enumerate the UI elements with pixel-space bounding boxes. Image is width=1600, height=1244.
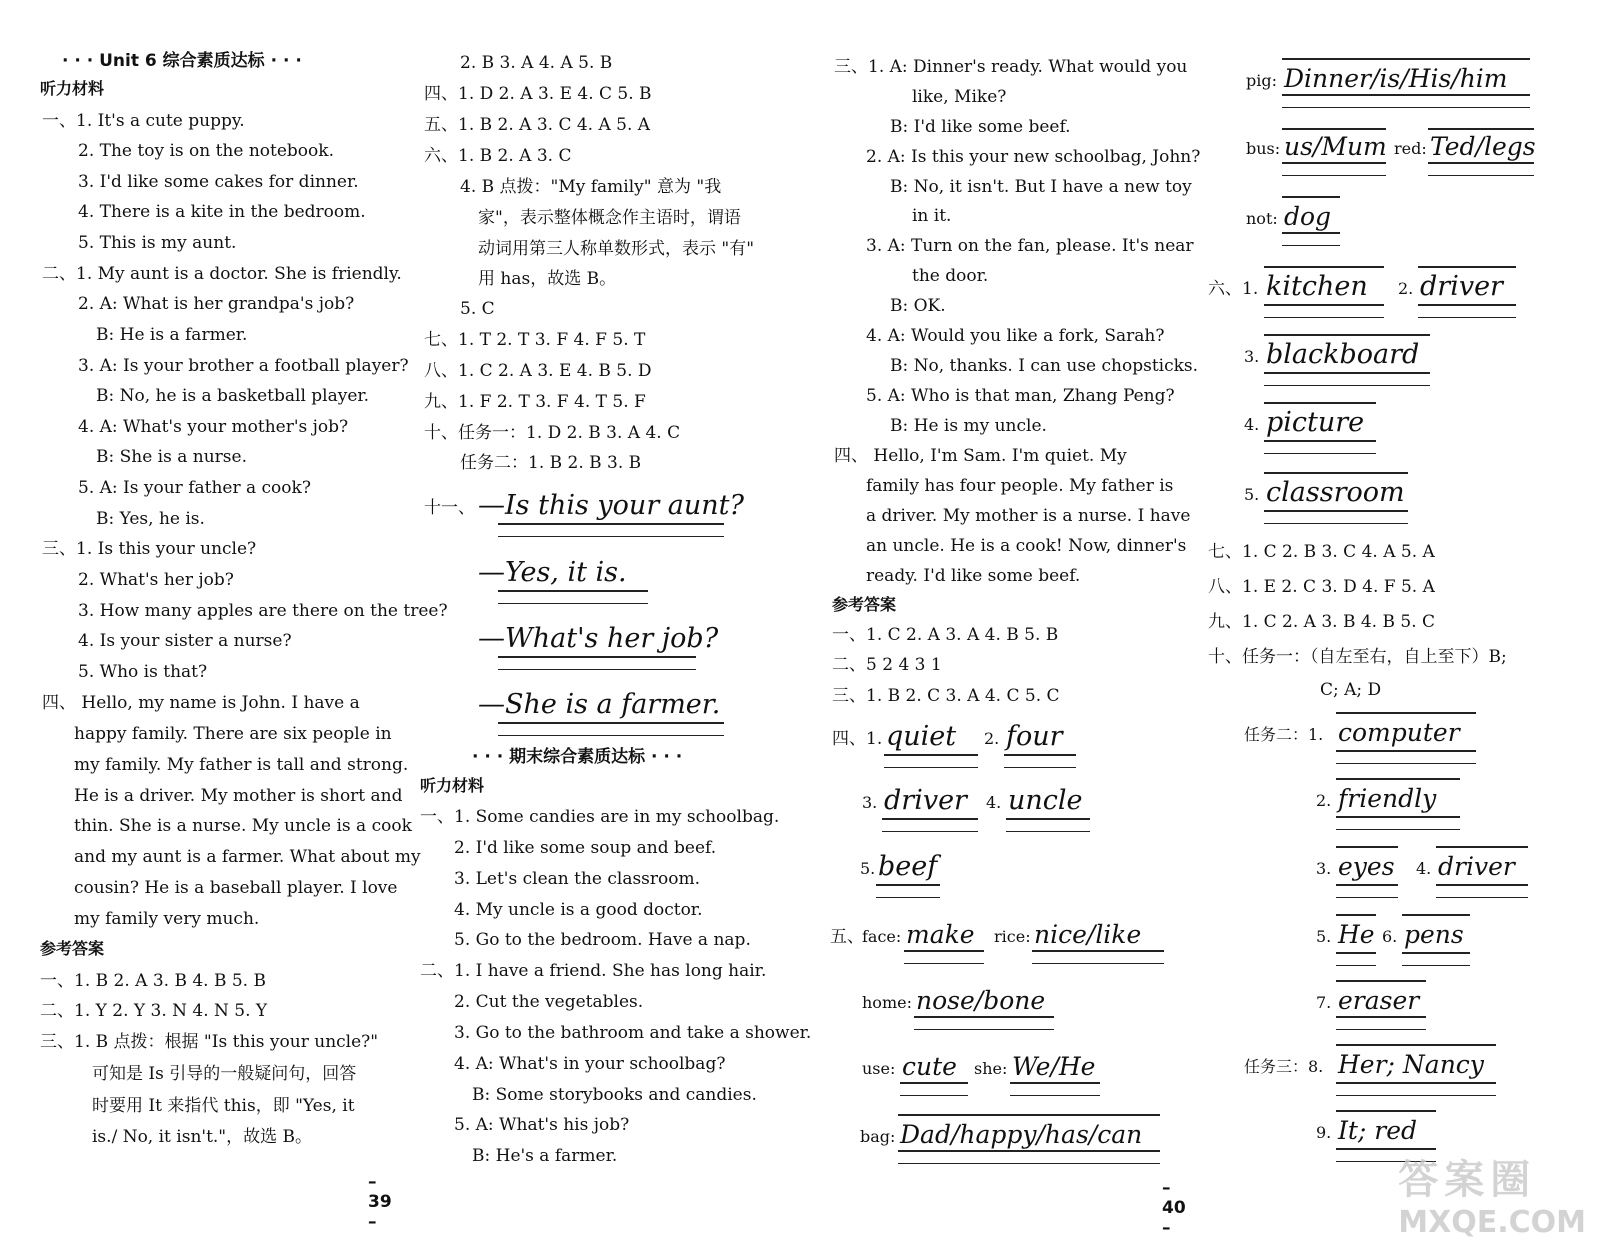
watermark-url: MXQE.COM (1398, 1205, 1586, 1240)
handwritten-answer: driver (1438, 852, 1515, 881)
answer-rule (1336, 778, 1460, 780)
handwritten-answer: It; red (1338, 1116, 1418, 1145)
answer-line: 家"，表示整体概念作主语时，谓语 (478, 208, 741, 228)
handwritten-answer: Ted/legs (1430, 132, 1536, 161)
answers-heading: 参考答案 (40, 939, 105, 958)
handwritten-answer: —Yes, it is. (478, 557, 627, 588)
text-line: an uncle. He is a cook! Now, dinner's (866, 536, 1187, 556)
text-line: 3. Go to the bathroom and take a shower. (454, 1023, 812, 1043)
handwritten-answer: pens (1404, 920, 1464, 949)
text-line: B: He is my uncle. (890, 416, 1047, 436)
answer-rule (498, 735, 724, 736)
text-line: 4. A: What's your mother's job? (78, 417, 349, 437)
text-line: ready. I'd like some beef. (866, 566, 1081, 586)
text-line: 2. I'd like some soup and beef. (454, 838, 717, 858)
text-line: B: I'd like some beef. (890, 117, 1071, 137)
answer-rule (898, 1114, 1160, 1116)
text-line: 2. A: Is this your new schoolbag, John? (866, 147, 1201, 167)
answer-line: C; A; D (1320, 680, 1382, 700)
answer-rule (1282, 175, 1386, 176)
answer-rule (1336, 1029, 1426, 1030)
answer-line: 二、5 2 4 3 1 (832, 655, 942, 675)
item-11-label: 十一、 (424, 498, 475, 518)
answer-rule (1418, 304, 1516, 306)
answer-rule (884, 767, 978, 768)
answer-rule (1264, 304, 1384, 306)
answer-rule (882, 818, 978, 820)
text-line: and my aunt is a farmer. What about my (74, 847, 421, 867)
q5-label: 五、 (830, 927, 864, 947)
listening-heading: 听力材料 (420, 776, 485, 795)
item-number: 5. (860, 859, 876, 878)
answer-rule (498, 603, 648, 604)
text-line: B: Yes, he is. (96, 509, 205, 529)
answer-rule (1336, 1082, 1496, 1084)
text-line: 2. The toy is on the notebook. (78, 141, 334, 161)
answer-rule (904, 950, 984, 952)
text-line: 二、1. My aunt is a doctor. She is friendly. (42, 264, 402, 284)
answer-rule (1032, 950, 1164, 952)
item-number: 2. (984, 729, 1000, 748)
answer-rule (1428, 175, 1534, 176)
answer-line: 六、1. B 2. A 3. C (424, 146, 572, 166)
answer-line: 一、1. B 2. A 3. B 4. B 5. B (40, 971, 266, 991)
answer-rule (1264, 266, 1384, 268)
text-line: 四、 Hello, I'm Sam. I'm quiet. My (834, 446, 1127, 466)
handwritten-answer: computer (1338, 718, 1460, 747)
answer-rule (1336, 829, 1460, 830)
answer-rule (1282, 58, 1530, 60)
answer-rule (1436, 846, 1528, 848)
item-number: 3. (1316, 859, 1332, 878)
handwritten-answer: uncle (1008, 785, 1083, 816)
answer-rule (914, 1016, 1054, 1018)
handwritten-answer: four (1006, 721, 1063, 752)
word-label: rice: (994, 927, 1031, 946)
text-line: 5. A: Who is that man, Zhang Peng? (866, 386, 1175, 406)
answer-rule (1010, 1095, 1100, 1096)
handwritten-answer: eraser (1338, 986, 1420, 1015)
word-label: use: (862, 1059, 896, 1078)
answer-rule (898, 1163, 1160, 1164)
text-line: 一、1. It's a cute puppy. (42, 111, 245, 131)
answer-rule (1004, 754, 1076, 756)
handwritten-answer: We/He (1012, 1052, 1096, 1081)
answer-rule (904, 963, 984, 964)
answer-rule (1264, 453, 1376, 454)
handwritten-answer: driver (1420, 271, 1503, 302)
listening-heading: 听力材料 (40, 79, 105, 98)
answer-line: 用 has，故选 B。 (478, 269, 617, 289)
handwritten-answer: beef (878, 851, 938, 882)
answer-rule (1282, 107, 1530, 108)
text-line: He is a driver. My mother is short and (74, 786, 403, 806)
text-line: 3. A: Is your brother a football player? (78, 356, 409, 376)
text-line: a driver. My mother is a nurse. I have (866, 506, 1191, 526)
answer-rule (1264, 402, 1376, 404)
answer-rule (1004, 767, 1076, 768)
answer-line: is./ No, it isn't."，故选 B。 (92, 1127, 313, 1147)
text-line: the door. (912, 266, 989, 286)
answer-rule (1336, 846, 1398, 848)
answer-line: 五、1. B 2. A 3. C 4. A 5. A (424, 115, 651, 135)
answer-rule (1436, 897, 1528, 898)
answer-rule (1282, 128, 1386, 130)
answer-rule (1336, 897, 1398, 898)
answer-rule (1336, 816, 1460, 818)
answer-line: 三、1. B 2. C 3. A 4. C 5. C (832, 686, 1060, 706)
answer-line: 七、1. T 2. T 3. F 4. F 5. T (424, 330, 646, 350)
handwritten-answer: —What's her job? (478, 623, 719, 654)
answer-rule (498, 656, 696, 658)
answer-rule (1264, 510, 1408, 512)
text-line: 四、 Hello, my name is John. I have a (42, 693, 360, 713)
handwritten-answer: Her; Nancy (1338, 1050, 1484, 1079)
answer-rule (884, 754, 978, 756)
handwritten-answer: He (1338, 920, 1375, 949)
text-line: 4. There is a kite in the bedroom. (78, 202, 366, 222)
handwritten-answer: nice/like (1034, 920, 1142, 949)
answer-rule (1010, 1082, 1100, 1084)
answer-line: 七、1. C 2. B 3. C 4. A 5. A (1208, 542, 1435, 562)
handwritten-answer: cute (902, 1052, 957, 1081)
text-line: 2. Cut the vegetables. (454, 992, 644, 1012)
item-number: 5. (1316, 927, 1332, 946)
item-number: 2. (1316, 791, 1332, 810)
text-line: B: No, thanks. I can use chopsticks. (890, 356, 1199, 376)
answer-line: 一、1. C 2. A 3. A 4. B 5. B (832, 625, 1059, 645)
item-number: 7. (1316, 993, 1332, 1012)
page-number: – 40 – (1162, 1178, 1186, 1238)
answer-rule (900, 1095, 968, 1096)
handwritten-answer: friendly (1338, 784, 1437, 813)
handwritten-answer: blackboard (1266, 339, 1420, 370)
answer-rule (1418, 266, 1516, 268)
answer-rule (1264, 523, 1408, 524)
answer-rule (1336, 712, 1476, 714)
answer-rule (1336, 914, 1376, 916)
handwritten-answer: Dad/happy/has/can (900, 1120, 1143, 1149)
text-line: like, Mike? (912, 87, 1007, 107)
answer-line: 二、1. Y 2. Y 3. N 4. N 5. Y (40, 1001, 268, 1021)
answer-rule (1336, 952, 1376, 954)
text-line: cousin? He is a baseball player. I love (74, 878, 398, 898)
answer-rule (1336, 884, 1398, 886)
answer-rule (1264, 317, 1384, 318)
word-label: pig: (1246, 71, 1277, 90)
word-label: bus: (1246, 139, 1281, 158)
item-number: 9. (1316, 1123, 1332, 1142)
text-line: 一、1. Some candies are in my schoolbag. (420, 807, 780, 827)
answer-rule (498, 669, 696, 670)
answer-rule (498, 722, 724, 724)
item-number: 2. (1398, 279, 1414, 298)
word-label: red: (1394, 139, 1427, 158)
handwritten-answer: kitchen (1266, 271, 1368, 302)
handwritten-answer: picture (1266, 407, 1365, 438)
text-line: 2. What's her job? (78, 570, 234, 590)
answer-line: 十、任务一：1. D 2. B 3. A 4. C (424, 423, 681, 443)
text-line: 三、1. Is this your uncle? (42, 539, 257, 559)
answer-line: 三、1. B 点拨：根据 "Is this your uncle?" (40, 1032, 379, 1052)
text-line: 4. My uncle is a good doctor. (454, 900, 703, 920)
answer-line: 时要用 It 来指代 this，即 "Yes, it (92, 1096, 355, 1116)
text-line: 5. Who is that? (78, 662, 208, 682)
answer-rule (1336, 1110, 1436, 1112)
handwritten-answer: us/Mum (1284, 132, 1387, 161)
answer-rule (1264, 334, 1430, 336)
text-line: 3. Let's clean the classroom. (454, 869, 701, 889)
text-line: family has four people. My father is (866, 476, 1174, 496)
item-number: 5. (1244, 485, 1260, 504)
watermark (1398, 1148, 1586, 1240)
item-number: 3. (862, 793, 878, 812)
answer-rule (1006, 831, 1090, 832)
text-line: B: He's a farmer. (472, 1146, 618, 1166)
answer-rule (1402, 952, 1470, 954)
handwritten-answer: driver (884, 785, 967, 816)
answer-rule (1418, 317, 1516, 318)
handwritten-answer: —Is this your aunt? (478, 490, 745, 521)
text-line: 5. A: What's his job? (454, 1115, 630, 1135)
answer-rule (1264, 385, 1430, 386)
text-line: 4. A: What's in your schoolbag? (454, 1054, 726, 1074)
word-label: face: (862, 927, 902, 946)
text-line: 3. How many apples are there on the tree? (78, 601, 448, 621)
answer-line: 八、1. E 2. C 3. D 4. F 5. A (1208, 577, 1435, 597)
answer-line: 四、1. D 2. A 3. E 4. C 5. B (424, 84, 652, 104)
answer-line: 十、任务一：（自左至右，自上至下）B; (1208, 647, 1507, 667)
text-line: my family very much. (74, 909, 260, 929)
answer-rule (1264, 440, 1376, 442)
text-line: 二、1. I have a friend. She has long hair. (420, 961, 767, 981)
answer-rule (1336, 1016, 1426, 1018)
answer-rule (1032, 963, 1164, 964)
answer-line: 九、1. C 2. A 3. B 4. B 5. C (1208, 612, 1436, 632)
handwritten-answer: eyes (1338, 852, 1395, 881)
handwritten-answer: quiet (886, 721, 957, 752)
answer-rule (1336, 1095, 1496, 1096)
answer-rule (1282, 245, 1340, 246)
text-line: 2. A: What is her grandpa's job? (78, 294, 355, 314)
text-line: 三、1. A: Dinner's ready. What would you (834, 57, 1188, 77)
handwritten-answer: —She is a farmer. (478, 689, 721, 720)
answer-line: 2. B 3. A 4. A 5. B (460, 53, 613, 73)
answer-line: 4. B 点拨："My family" 意为 "我 (460, 177, 722, 197)
answer-rule (1282, 162, 1386, 164)
text-line: 4. A: Would you like a fork, Sarah? (866, 326, 1165, 346)
text-line: 3. A: Turn on the fan, please. It's near (866, 236, 1194, 256)
answer-rule (1264, 372, 1430, 374)
answer-rule (882, 831, 978, 832)
word-label: home: (862, 993, 912, 1012)
answer-rule (1336, 750, 1476, 752)
handwritten-answer: Dinner/is/His/him (1284, 64, 1508, 93)
word-label: bag: (860, 1127, 896, 1146)
answer-rule (1264, 472, 1408, 474)
answer-line: 任务二：1. B 2. B 3. B (460, 453, 642, 473)
answer-rule (1006, 818, 1090, 820)
answer-rule (1336, 980, 1426, 982)
answer-line: 九、1. F 2. T 3. F 4. T 5. F (424, 392, 646, 412)
item-number: 4. (1416, 859, 1432, 878)
handwritten-answer: classroom (1266, 477, 1405, 508)
item-number: 4. (986, 793, 1002, 812)
answer-line: 八、1. C 2. A 3. E 4. B 5. D (424, 361, 652, 381)
watermark-logo: 答案圈 (1398, 1157, 1537, 1203)
answer-rule (1436, 884, 1528, 886)
answer-rule (900, 1082, 968, 1084)
answer-line: 5. C (460, 299, 495, 319)
answer-rule (1428, 128, 1534, 130)
answer-rule (1282, 232, 1340, 234)
text-line: in it. (912, 206, 952, 226)
answer-rule (1336, 965, 1376, 966)
final-title: · · · 期末综合素质达标 · · · (472, 747, 683, 767)
handwritten-answer: make (906, 920, 975, 949)
answer-rule (1428, 162, 1534, 164)
page-number: – 39 – (368, 1172, 392, 1232)
answer-rule (876, 897, 940, 898)
item-number: 4. (1244, 415, 1260, 434)
text-line: 3. I'd like some cakes for dinner. (78, 172, 359, 192)
q4-label: 四、1. (832, 729, 883, 749)
text-line: B: Some storybooks and candies. (472, 1085, 757, 1105)
text-line: B: No, it isn't. But I have a new toy (890, 177, 1192, 197)
answer-rule (1402, 914, 1470, 916)
answer-rule (1282, 196, 1340, 198)
answer-line: 可知是 Is 引导的一般疑问句，回答 (92, 1064, 357, 1084)
answers-heading: 参考答案 (832, 595, 897, 614)
task-3-label: 任务三：8. (1244, 1057, 1324, 1076)
answer-rule (876, 884, 940, 886)
text-line: 5. This is my aunt. (78, 233, 237, 253)
answer-rule (1282, 94, 1530, 96)
item-number: 6. (1382, 927, 1398, 946)
answer-rule (898, 1150, 1160, 1152)
unit-title: · · · Unit 6 综合素质达标 · · · (62, 51, 302, 71)
q6-label: 六、1. (1208, 279, 1259, 299)
text-line: B: She is a nurse. (96, 447, 247, 467)
text-line: 5. A: Is your father a cook? (78, 478, 311, 498)
answer-rule (498, 523, 724, 525)
text-line: B: He is a farmer. (96, 325, 248, 345)
handwritten-answer: dog (1284, 202, 1332, 231)
answer-rule (1402, 965, 1470, 966)
text-line: 5. Go to the bedroom. Have a nap. (454, 930, 751, 950)
answer-rule (498, 536, 724, 537)
handwritten-answer: nose/bone (916, 986, 1046, 1015)
text-line: happy family. There are six people in (74, 724, 392, 744)
text-line: my family. My father is tall and strong. (74, 755, 409, 775)
text-line: 4. Is your sister a nurse? (78, 631, 292, 651)
answer-rule (1336, 1044, 1496, 1046)
answer-line: 动词用第三人称单数形式，表示 "有" (478, 239, 755, 259)
text-line: B: No, he is a basketball player. (96, 386, 370, 406)
answer-rule (498, 590, 648, 592)
item-number: 3. (1244, 347, 1260, 366)
text-line: B: OK. (890, 296, 946, 316)
task-2-label: 任务二：1. (1244, 725, 1324, 744)
text-line: thin. She is a nurse. My uncle is a cook (74, 816, 412, 836)
word-label: not: (1246, 209, 1278, 228)
answer-rule (914, 1029, 1054, 1030)
word-label: she: (974, 1059, 1008, 1078)
answer-rule (1336, 763, 1476, 764)
